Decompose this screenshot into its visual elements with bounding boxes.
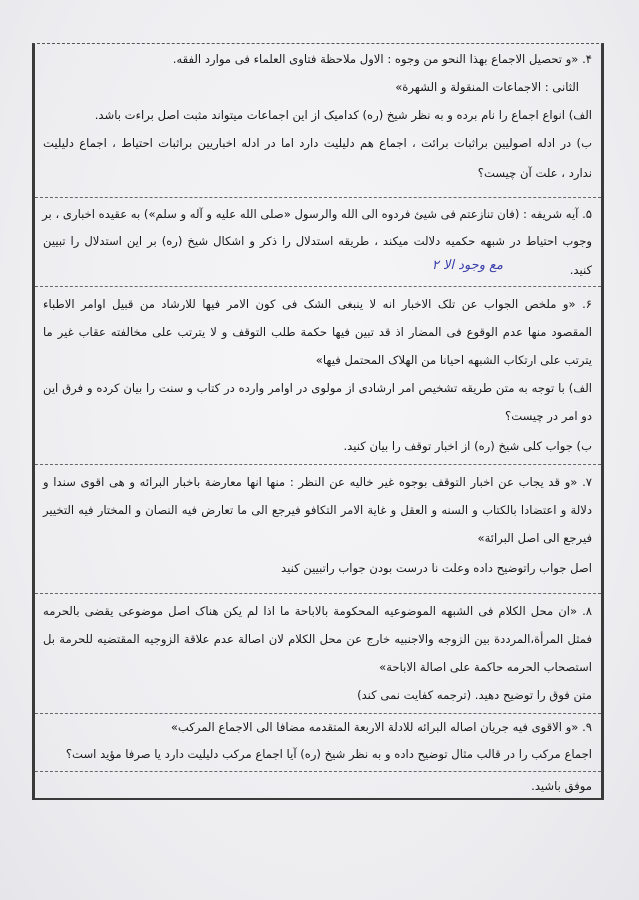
- closing-text: موفق باشید.: [531, 779, 592, 793]
- question-8-instruction: متن فوق را توضیح دهید. (ترجمه کفایت نمی کند): [357, 688, 592, 702]
- question-5-line-2: وجوب احتیاط در شبهه حکمیه دلالت میکند ، طریقه استدلال را ذکر و اشکال شیخ (ره) بر این استدلال را تبیین: [43, 234, 592, 248]
- question-7-instruction: اصل جواب راتوضیح داده وعلت نا درست بودن جواب راتبیین کنید: [281, 561, 592, 575]
- question-4-part-a: الف) انواع اجماع را نام برده و به نظر شیخ (ره) کدامیک از این اجماعات میتواند مثبت اصل براءت باشد.: [94, 108, 592, 122]
- exam-questions-box: [32, 43, 604, 800]
- question-9: [35, 713, 601, 771]
- handwritten-note: مع وجود الا ۲: [431, 258, 503, 273]
- question-4-part-b: ب) در ادله اصولیین براثبات برائت ، اجماع هم دلیلیت دارد اما در ادله اخباریین براثبات احتیاط ، اجماع دلیلیت: [43, 136, 592, 150]
- question-6-line-2: المقصود منها عدم الوقوع فی المضار اذ قد تبین فیها حکمة طلب التوقف و لا یترتب علی مخالفته عقاب غیر ما: [43, 325, 592, 339]
- question-5-line-1: ۵. آیه شریفه : (فان تنازعتم فی شیئ فردوه الی الله والرسول «صلی الله علیه و آله و سلم») به عقیده اخباری ، بر: [42, 207, 592, 221]
- question-6: [35, 286, 601, 464]
- question-6-part-b: ب) جواب کلی شیخ (ره) از اخبار توقف را بیان کنید.: [343, 439, 592, 453]
- question-4: [35, 44, 601, 197]
- question-7-line-1: ۷. «و قد یجاب عن اخبار التوقف بوجوه غیر خالیه عن النظر : منها انها معارضة باخبار البرائه و هی اقوی سندا و: [43, 475, 592, 489]
- question-5-line-3: کنید.: [569, 263, 592, 277]
- question-9-line-1: ۹. «و الاقوی فیه جریان اصاله البرائه للادلة الاربعة المتقدمه مضافا الی الاجماع المرکب»: [170, 720, 592, 734]
- question-9-line-2: اجماع مرکب را در قالب مثال توضیح داده و به نظر شیخ (ره) آیا اجماع مرکب دلیلیت دارد یا صرفا مؤید است؟: [65, 747, 592, 761]
- question-8: [35, 593, 601, 713]
- question-5: [35, 197, 601, 286]
- question-6-part-a: الف) با توجه به متن طریقه تشخیص امر ارشادی از مولوی در اوامر وارده در کتاب و سنت را بیان کرده و فرق این: [43, 381, 592, 395]
- closing-section: [35, 771, 601, 799]
- question-8-line-1: ۸. «ان محل الکلام فی الشبهه الموضوعیه المحکومة بالاباحة ما اذا لم یکن هناک اصل موضوعی یقضی بالحرمه: [43, 604, 592, 618]
- question-6-line-3: یترتب علی ارتکاب الشبهه احیانا من الهلاک المحتمل فیها»: [315, 353, 592, 367]
- question-4-line-1: ۴. «و تحصیل الاجماع بهذا النحو من وجوه : الاول ملاحظة فتاوی العلماء فی موارد الفقه.: [172, 52, 592, 66]
- question-7-line-2: دلالة و اعتضادا بالکتاب و السنه و العقل و غایة الامر التکافو فیرجع الی ما تعارض فیه النصان و المختار فیه التخییر: [43, 503, 592, 517]
- question-7: [35, 464, 601, 593]
- question-8-line-2: فمثل المرأة،المرددة بین الزوجه والاجنبیه خارج عن محل الکلام لان اصالة عدم علاقة الزوجیه المقتضیه للحرمة بل: [43, 632, 592, 646]
- question-8-line-3: استصحاب الحرمه حاکمة علی اصالة الاباحة»: [379, 660, 592, 674]
- question-4-line-2: الثانی : الاجماعات المنقولة و الشهرة»: [395, 80, 579, 94]
- question-6-part-a-cont: دو امر در چیست؟: [505, 409, 592, 423]
- question-4-part-b-cont: ندارد ، علت آن چیست؟: [477, 166, 592, 180]
- question-7-line-3: فیرجع الی اصل البرائة»: [477, 531, 592, 545]
- question-6-line-1: ۶. «و ملخص الجواب عن تلک الاخبار انه لا ینبغی الشک فی کون الامر فیها للارشاد من قبیل اوامر الاطباء: [43, 297, 592, 311]
